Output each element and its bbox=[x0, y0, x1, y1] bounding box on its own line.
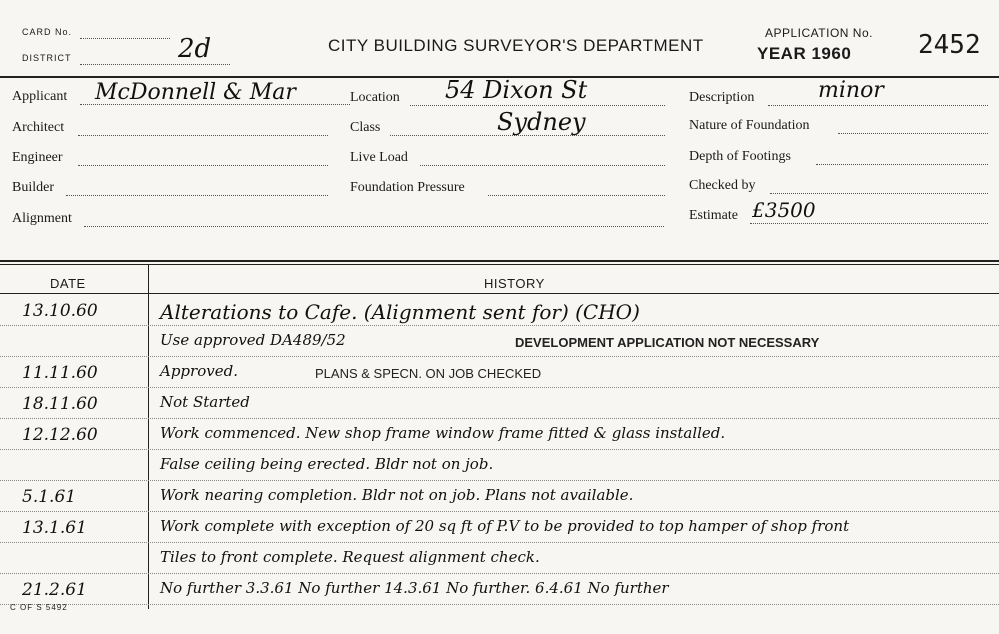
class-value: Sydney bbox=[497, 108, 586, 136]
card-no-line bbox=[80, 38, 170, 39]
history-entry: Use approved DA489/52 bbox=[160, 331, 346, 349]
history-date: 12.12.60 bbox=[22, 425, 98, 445]
builder-line bbox=[66, 195, 328, 196]
alignment-label: Alignment bbox=[12, 211, 72, 226]
class-label: Class bbox=[350, 120, 381, 135]
history-row-line bbox=[0, 511, 999, 512]
engineer-label: Engineer bbox=[12, 150, 63, 165]
history-date: 5.1.61 bbox=[22, 487, 77, 507]
department-title: CITY BUILDING SURVEYOR'S DEPARTMENT bbox=[328, 36, 704, 55]
history-date: 21.2.61 bbox=[22, 580, 87, 600]
form-code: C OF S 5492 bbox=[10, 603, 68, 612]
estimate-value: £3500 bbox=[752, 198, 816, 222]
history-row-line bbox=[0, 356, 999, 357]
history-entry: Work commenced. New shop frame window frame fitted & glass installed. bbox=[160, 424, 726, 442]
location-line bbox=[410, 105, 665, 106]
application-number: 2452 bbox=[918, 30, 981, 60]
alignment-line bbox=[84, 226, 664, 227]
foundation-pressure-label: Foundation Pressure bbox=[350, 180, 465, 195]
history-row-line bbox=[0, 418, 999, 419]
history-entry: Work nearing completion. Bldr not on job. Plans not available. bbox=[160, 486, 634, 504]
district-value: 2d bbox=[178, 34, 212, 64]
history-header: HISTORY bbox=[484, 276, 545, 291]
history-entry: No further 3.3.61 No further 14.3.61 No further. 6.4.61 No further bbox=[160, 579, 669, 597]
builder-label: Builder bbox=[12, 180, 54, 195]
history-row-line bbox=[0, 387, 999, 388]
history-row-line bbox=[0, 325, 999, 326]
estimate-line bbox=[750, 223, 988, 224]
history-entry: Tiles to front complete. Request alignment check. bbox=[160, 548, 540, 566]
location-label: Location bbox=[350, 90, 400, 105]
applicant-value: McDonnell & Mar bbox=[95, 80, 296, 105]
history-header-divider bbox=[0, 293, 999, 294]
depth-line bbox=[816, 164, 988, 165]
description-line bbox=[768, 105, 988, 106]
date-column-divider bbox=[148, 264, 149, 609]
history-top-border bbox=[0, 260, 999, 262]
application-label: APPLICATION No. bbox=[765, 26, 873, 40]
history-entry: Not Started bbox=[160, 393, 250, 411]
history-date: 11.11.60 bbox=[22, 363, 98, 383]
description-label: Description bbox=[689, 90, 755, 105]
history-date: 13.1.61 bbox=[22, 518, 87, 538]
district-label: DISTRICT bbox=[22, 53, 72, 63]
foundation-pressure-line bbox=[488, 195, 665, 196]
nature-of-foundation-label: Nature of Foundation bbox=[689, 118, 810, 133]
history-stamp: PLANS & SPECN. ON JOB CHECKED bbox=[315, 366, 542, 381]
history-date: 18.11.60 bbox=[22, 394, 98, 414]
architect-line bbox=[78, 135, 328, 136]
architect-label: Architect bbox=[12, 120, 65, 135]
history-stamp: DEVELOPMENT APPLICATION NOT NECESSARY bbox=[515, 335, 820, 350]
card-no-label: CARD No. bbox=[22, 27, 73, 37]
estimate-label: Estimate bbox=[689, 208, 738, 223]
history-entry: False ceiling being erected. Bldr not on job. bbox=[160, 455, 494, 473]
history-row-line bbox=[0, 542, 999, 543]
history-row-line bbox=[0, 480, 999, 481]
year-label: YEAR 1960 bbox=[757, 44, 852, 63]
location-value: 54 Dixon St bbox=[445, 76, 588, 104]
live-load-line bbox=[420, 165, 665, 166]
history-entry: Work complete with exception of 20 sq ft of P.V to be provided to top hamper of shop front bbox=[160, 517, 850, 535]
checked-by-label: Checked by bbox=[689, 178, 756, 193]
history-top-border-inner bbox=[0, 264, 999, 265]
history-row-line bbox=[0, 573, 999, 574]
checked-line bbox=[770, 193, 988, 194]
history-entry: Approved. bbox=[160, 362, 238, 380]
history-row-line bbox=[0, 604, 999, 605]
nature-line bbox=[838, 133, 988, 134]
live-load-label: Live Load bbox=[350, 150, 408, 165]
description-value: minor bbox=[818, 78, 884, 103]
engineer-line bbox=[78, 165, 328, 166]
history-entry: Alterations to Cafe. (Alignment sent for) (CHO) bbox=[160, 300, 640, 324]
date-header: DATE bbox=[50, 276, 86, 291]
applicant-label: Applicant bbox=[12, 89, 68, 104]
district-line bbox=[80, 64, 230, 65]
depth-of-footings-label: Depth of Footings bbox=[689, 149, 791, 164]
history-row-line bbox=[0, 449, 999, 450]
history-date: 13.10.60 bbox=[22, 301, 98, 321]
